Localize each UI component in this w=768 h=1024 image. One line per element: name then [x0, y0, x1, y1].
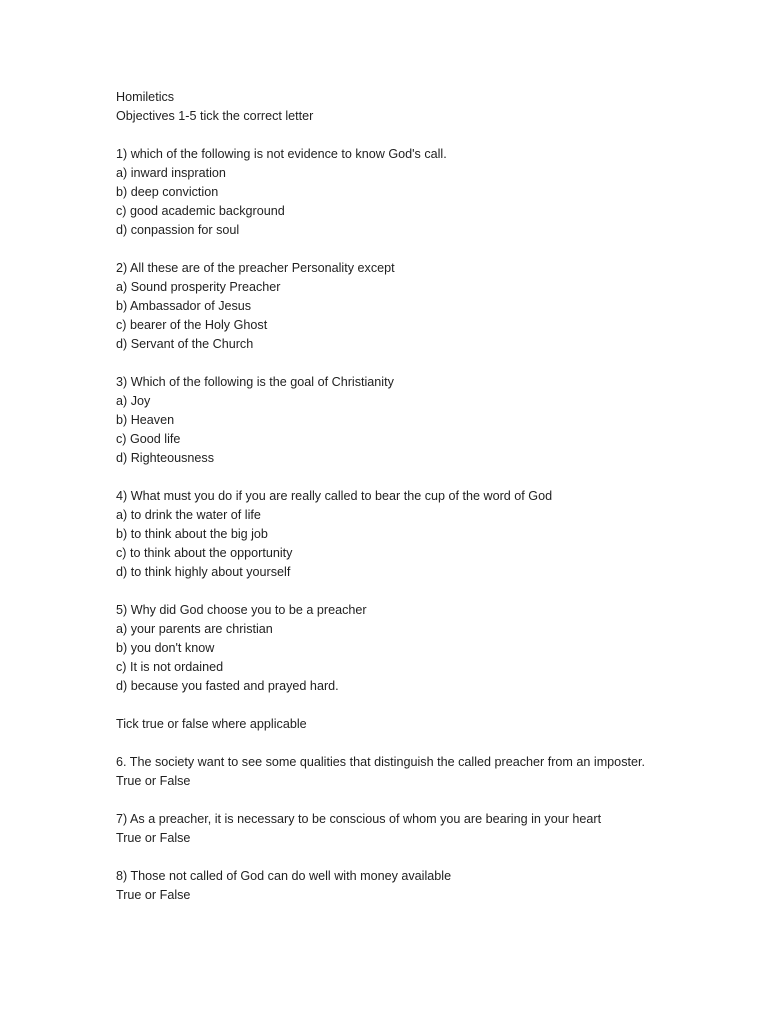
answer-option: d) Righteousness — [116, 451, 215, 465]
answer-option: b) Ambassador of Jesus — [116, 299, 252, 313]
spacer — [116, 734, 653, 753]
statement-text: 8) Those not called of God can do well with money available — [116, 869, 452, 883]
spacer — [116, 354, 653, 373]
answer-option: b) Heaven — [116, 413, 175, 427]
answer-option: c) Good life — [116, 432, 181, 446]
true-false-item — [116, 810, 653, 848]
statement-text: 6. The society want to see some qualities that distinguish the called preacher from an imposter. — [116, 755, 645, 769]
question-block — [116, 487, 653, 582]
true-false-choice: True or False — [116, 774, 191, 788]
answer-option: a) Sound prosperity Preacher — [116, 280, 281, 294]
spacer — [116, 848, 653, 867]
document-title: Homiletics — [116, 90, 175, 104]
answer-option: d) conpassion for soul — [116, 223, 240, 237]
answer-option: b) to think about the big job — [116, 527, 268, 541]
spacer — [116, 696, 653, 715]
question-block — [116, 145, 653, 240]
answer-option: a) to drink the water of life — [116, 508, 261, 522]
answer-option: b) you don't know — [116, 641, 215, 655]
answer-option: a) your parents are christian — [116, 622, 273, 636]
answer-option: b) deep conviction — [116, 185, 219, 199]
true-false-item — [116, 753, 653, 791]
answer-option: a) Joy — [116, 394, 151, 408]
question-block — [116, 601, 653, 696]
answer-option: d) because you fasted and prayed hard. — [116, 679, 339, 693]
true-false-choice: True or False — [116, 888, 191, 902]
question-block — [116, 373, 653, 468]
true-false-instructions: Tick true or false where applicable — [116, 717, 307, 731]
spacer — [116, 582, 653, 601]
question-prompt: 3) Which of the following is the goal of Christianity — [116, 375, 394, 389]
answer-option: c) bearer of the Holy Ghost — [116, 318, 268, 332]
question-prompt: 2) All these are of the preacher Personality except — [116, 261, 395, 275]
answer-option: c) to think about the opportunity — [116, 546, 293, 560]
spacer — [116, 126, 653, 145]
question-prompt: 1) which of the following is not evidence to know God's call. — [116, 147, 447, 161]
answer-option: c) It is not ordained — [116, 660, 224, 674]
question-prompt: 4) What must you do if you are really called to bear the cup of the word of God — [116, 489, 553, 503]
objectives-instructions: Objectives 1-5 tick the correct letter — [116, 109, 314, 123]
true-false-choice: True or False — [116, 831, 191, 845]
document-page — [116, 88, 653, 905]
spacer — [116, 791, 653, 810]
question-block — [116, 259, 653, 354]
answer-option: a) inward inspration — [116, 166, 226, 180]
spacer — [116, 468, 653, 487]
statement-text: 7) As a preacher, it is necessary to be conscious of whom you are bearing in your heart — [116, 812, 602, 826]
spacer — [116, 240, 653, 259]
true-false-item — [116, 867, 653, 905]
answer-option: d) Servant of the Church — [116, 337, 254, 351]
answer-option: c) good academic background — [116, 204, 285, 218]
question-prompt: 5) Why did God choose you to be a preacher — [116, 603, 367, 617]
answer-option: d) to think highly about yourself — [116, 565, 291, 579]
